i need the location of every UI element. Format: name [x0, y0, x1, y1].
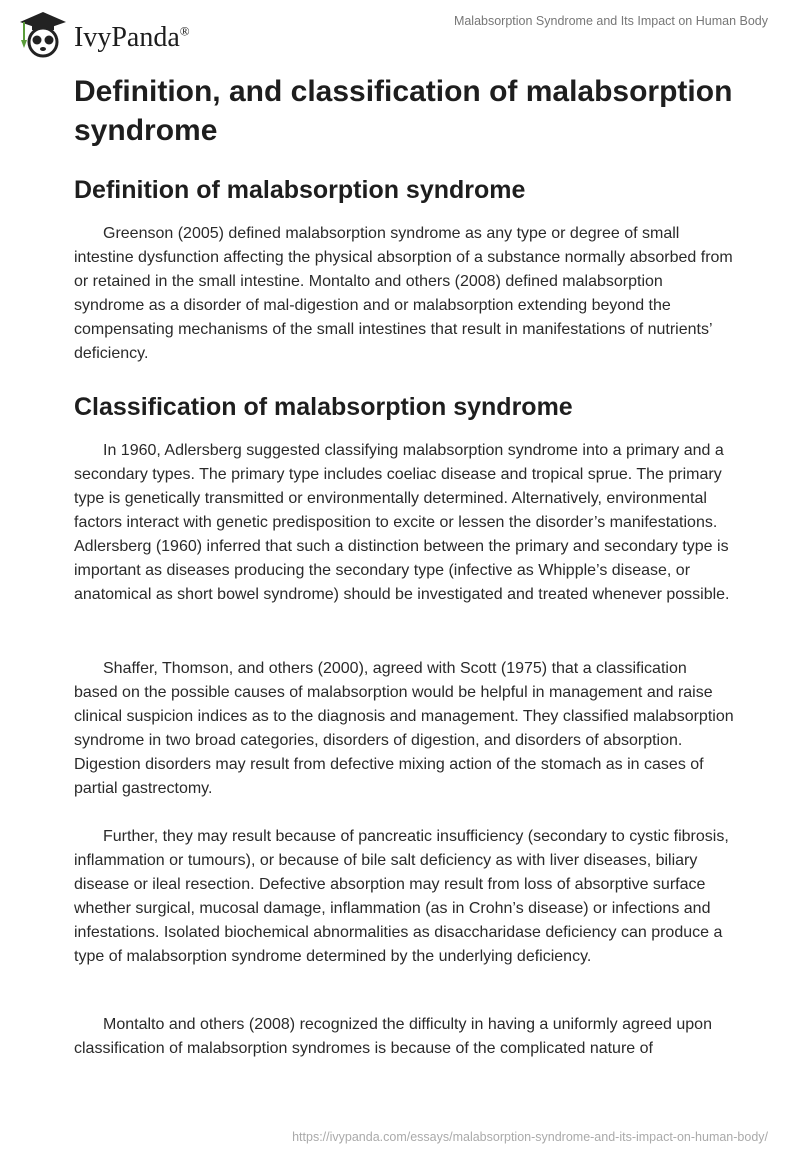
section-classification-p3 — [74, 825, 734, 969]
section-heading: Definition of malabsorption syndrome — [74, 176, 526, 204]
paragraph: In 1960, Adlersberg suggested classifying malabsorption syndrome into a primary and a secondary types. The primary type includes coeliac disease and tropical sprue. The primary type is genetically transmitted or environmentally determined. Alternatively, environmental factors interact with genetic predisposition to excite or lessen the disorder’s manifestations. Adlersberg (1960) inferred that such a distinction between the primary and secondary type is important as diseases producing the secondary type (infective as Whipple’s disease, or anatomical as short bowel syndrome) should be investigated and treated whenever possible. — [74, 442, 730, 603]
source-url[interactable]: https://ivypanda.com/essays/malabsorption-syndrome-and-its-impact-on-human-body/ — [292, 1130, 768, 1144]
section-heading: Classification of malabsorption syndrome — [74, 393, 573, 421]
paragraph: Shaffer, Thomson, and others (2000), agreed with Scott (1975) that a classification based on the possible causes of malabsorption would be helpful in management and raise clinical suspicion indices as to the diagnosis and management. They classified malabsorption syndrome in two broad categories, disorders of digestion, and disorders of absorption. Digestion disorders may result from defective mixing action of the stomach as in cases of partial gastrectomy. — [74, 660, 734, 797]
page-title: Definition, and classification of malabsorption syndrome — [74, 75, 733, 147]
registered-mark: ® — [179, 23, 190, 39]
page-title-block — [74, 72, 734, 150]
panda-graduate-icon — [18, 10, 68, 58]
paragraph: Montalto and others (2008) recognized the difficulty in having a uniformly agreed upon classification of malabsorption syndromes is because of the complicated nature of — [74, 1016, 712, 1057]
brand-name: IvyPanda — [74, 22, 180, 53]
paragraph: Greenson (2005) defined malabsorption syndrome as any type or degree of small intestine dysfunction affecting the physical absorption of a substance normally absorbed from or retained in the small intestine. Montalto and others (2008) defined malabsorption syndrome as a disorder of mal-digestion and or malabsorption extending beyond the compensating mechanisms of the small intestines that result in manifestations of nutrients’ deficiency. — [74, 225, 733, 362]
section-definition-body — [74, 222, 734, 366]
document-title: Malabsorption Syndrome and Its Impact on Human Body — [453, 14, 768, 28]
section-classification — [74, 392, 734, 422]
section-classification-p1 — [74, 439, 734, 607]
paragraph: Further, they may result because of pancreatic insufficiency (secondary to cystic fibrosis, inflammation or tumours), or because of bile salt deficiency as with liver diseases, biliary disease or ileal resection. Defective absorption may result from loss of absorptive surface whether surgical, mucosal damage, inflammation (as in Crohn’s disease) or infections and infestations. Isolated biochemical abnormalities as disaccharidase deficiency can produce a type of malabsorption syndrome determined by the underlying deficiency. — [74, 828, 729, 965]
section-classification-p4 — [74, 1013, 734, 1061]
ivypanda-logo[interactable] — [18, 10, 190, 58]
section-classification-p2 — [74, 657, 734, 801]
section-definition — [74, 175, 734, 205]
